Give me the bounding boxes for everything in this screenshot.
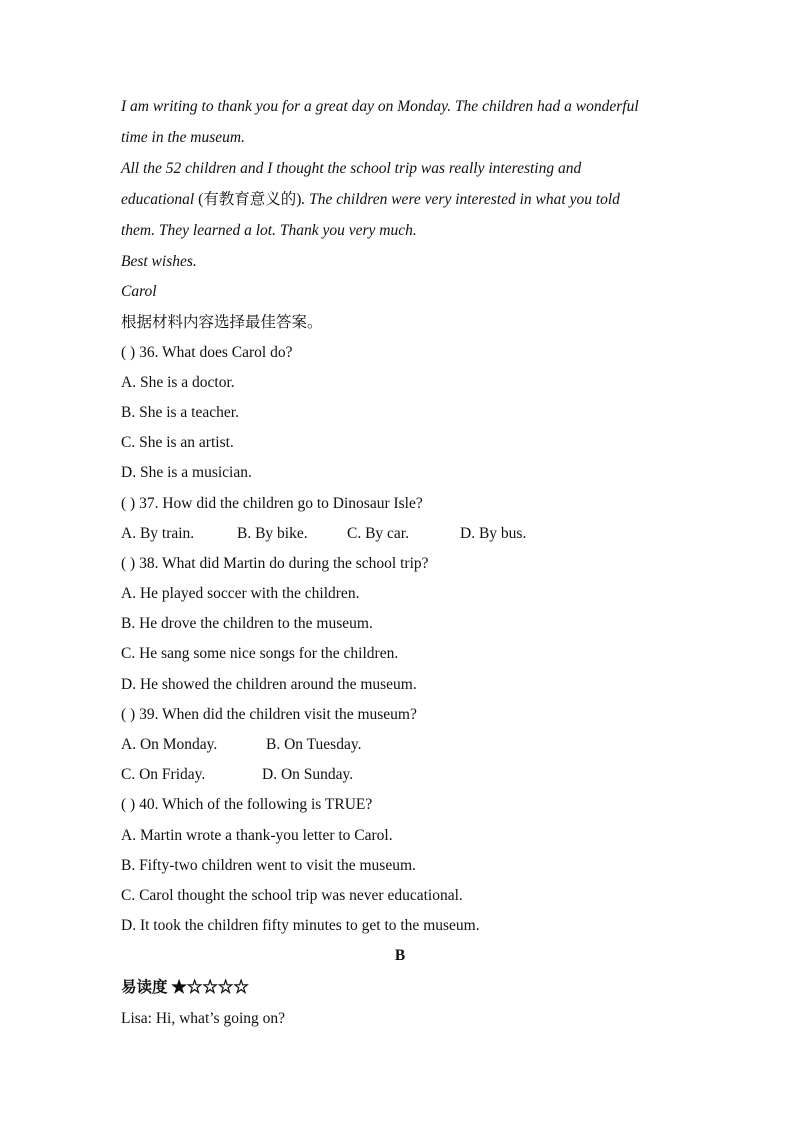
question-option: A. He played soccer with the children. (121, 585, 360, 602)
question-option: D. By bus. (460, 525, 527, 542)
question-stem: ( ) 36. What does Carol do? (121, 344, 293, 361)
question-option: D. He showed the children around the museum. (121, 676, 417, 693)
section-heading: B (394, 947, 406, 964)
question-option: A. By train. (121, 525, 195, 542)
question-stem: ( ) 37. How did the children go to Dinosaur Isle? (121, 495, 423, 512)
star-rating-icon: ★☆☆☆☆ (171, 979, 249, 996)
letter-text: . The children were very interested in what you told (301, 191, 620, 208)
instruction: 根据材料内容选择最佳答案。 (121, 314, 323, 331)
question-stem: ( ) 38. What did Martin do during the school trip? (121, 555, 429, 572)
letter-line: them. They learned a lot. Thank you very much. (121, 222, 417, 239)
dialogue-line: Lisa: Hi, what’s going on? (121, 1010, 286, 1027)
question-options-row (121, 735, 361, 755)
question-option: B. By bike. (237, 525, 308, 542)
question-option: C. On Friday. (121, 766, 206, 783)
question-option: C. Carol thought the school trip was never educational. (121, 887, 463, 904)
letter-line: I am writing to thank you for a great day on Monday. The children had a wonderful (121, 98, 639, 115)
question-option: C. He sang some nice songs for the children. (121, 645, 399, 662)
letter-closing: Best wishes. (121, 253, 197, 270)
question-option: B. He drove the children to the museum. (121, 615, 373, 632)
letter-line (121, 190, 620, 210)
difficulty-label: 易读度 (121, 979, 168, 996)
gloss-chinese: (有教育意义的) (194, 191, 302, 208)
question-option: D. It took the children fifty minutes to get to the museum. (121, 917, 480, 934)
question-option: D. She is a musician. (121, 464, 252, 481)
letter-line: time in the museum. (121, 129, 245, 146)
question-options-row (121, 765, 353, 785)
question-option: A. She is a doctor. (121, 374, 235, 391)
question-option: B. On Tuesday. (266, 736, 362, 753)
question-stem: ( ) 39. When did the children visit the museum? (121, 706, 417, 723)
letter-text: educational (121, 191, 195, 208)
question-option: B. She is a teacher. (121, 404, 239, 421)
question-options-row (121, 524, 526, 544)
question-option: C. By car. (347, 525, 409, 542)
question-stem: ( ) 40. Which of the following is TRUE? (121, 796, 373, 813)
question-option: A. On Monday. (121, 736, 218, 753)
question-option: D. On Sunday. (262, 766, 354, 783)
question-option: A. Martin wrote a thank-you letter to Carol. (121, 827, 393, 844)
letter-signature: Carol (121, 283, 157, 300)
question-option: C. She is an artist. (121, 434, 234, 451)
difficulty-rating (121, 978, 249, 998)
question-option: B. Fifty-two children went to visit the museum. (121, 857, 416, 874)
letter-line: All the 52 children and I thought the school trip was really interesting and (121, 160, 582, 177)
